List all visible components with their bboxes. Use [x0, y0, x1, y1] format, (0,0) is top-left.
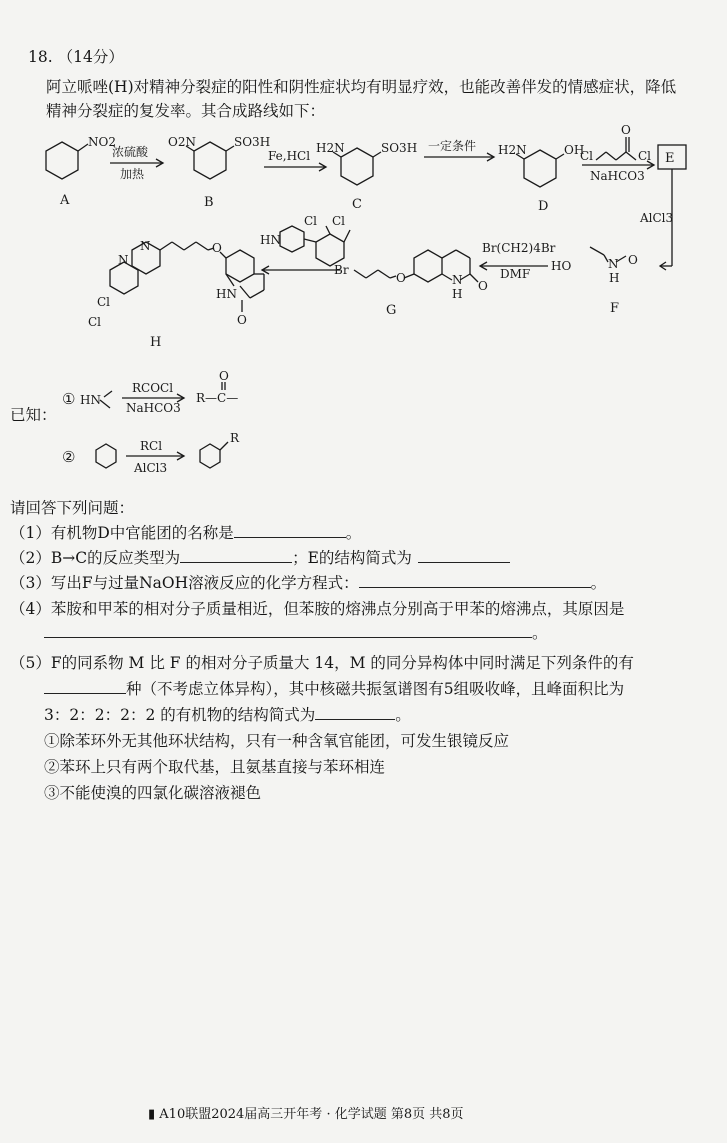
atom-cl-reagent-1: Cl: [304, 214, 318, 228]
known-1-reagent-bottom: NaHCO3: [126, 401, 181, 415]
piperazine-reagent: [280, 226, 350, 266]
atom-so3h-b: SO3H: [234, 135, 271, 149]
atom-n-g: N: [452, 273, 463, 287]
page-footer: [148, 1103, 464, 1122]
atom-hn-h: HN: [216, 287, 237, 301]
atom-so3h-c: SO3H: [381, 141, 418, 155]
chloropropionyl-chloride: [596, 137, 636, 160]
question-1: [10, 522, 361, 544]
atom-cl-reagent-2: Cl: [332, 214, 346, 228]
intro-line-1: 阿立哌唑(H)对精神分裂症的阳性和阴性症状均有明显疗效，也能改善伴发的情感症状，降低: [46, 78, 677, 96]
answer-blank-2b[interactable]: [418, 547, 510, 563]
questions-prompt: 请回答下列问题：: [10, 499, 135, 517]
known-2-substituent: R: [230, 431, 240, 445]
label-g: G: [386, 303, 397, 318]
question-2: [10, 547, 510, 569]
atom-n-h-2: N: [140, 239, 151, 253]
atom-cl-h-2: Cl: [88, 315, 102, 329]
atom-n-f: N: [608, 257, 619, 271]
atom-ho-f: HO: [551, 259, 572, 273]
arrow-c-to-d: [424, 153, 494, 161]
question-5-line-2: [44, 678, 624, 700]
known-1-number: ①: [62, 390, 76, 408]
benzene-product-known: [200, 444, 220, 468]
question-score: （14分）: [57, 48, 124, 66]
label-d: D: [538, 199, 549, 214]
atom-oh-d: OH: [564, 143, 585, 157]
atom-o-g: O: [396, 271, 406, 285]
reagent-fe-hcl: Fe,HCl: [268, 149, 311, 163]
compound-a-structure: [46, 142, 88, 179]
label-b: B: [204, 195, 214, 210]
known-1-oxygen: O: [219, 370, 229, 383]
question-header: [28, 46, 124, 68]
atom-o-g-carbonyl: O: [478, 279, 488, 293]
question-5-line-3: [44, 704, 411, 726]
question-4-line-2: [44, 622, 548, 644]
reagent-dmf: DMF: [500, 267, 531, 281]
arrow-b-to-c: [264, 163, 326, 171]
atom-cl-reagent: Cl: [580, 149, 594, 163]
condition-2: ②苯环上只有两个取代基，且氨基直接与苯环相连: [44, 758, 386, 776]
atom-h2n-c: H2N: [316, 141, 345, 155]
label-h: H: [150, 335, 162, 350]
answer-blank-4[interactable]: [44, 622, 532, 638]
atom-h-f: H: [609, 271, 620, 285]
question-1-text: （1）有机物D中官能团的名称是: [10, 524, 234, 542]
arrow-g-to-h: [262, 266, 340, 274]
answer-blank-3[interactable]: [359, 572, 591, 588]
atom-o-h-carbonyl: O: [237, 313, 247, 327]
condition-3: ③不能使溴的四氯化碳溶液褪色: [44, 784, 262, 802]
reagent-alcl3: AlCl3: [640, 211, 674, 225]
atom-o2n: O2N: [168, 135, 196, 149]
answer-blank-1[interactable]: [234, 522, 346, 538]
synthesis-scheme: [0, 120, 727, 360]
question-5-line-1: （5）F的同系物 M 比 F 的相对分子质量大 14，M 的同分异构体中同时满足下列条件的有: [10, 654, 634, 672]
question-1-end: 。: [345, 524, 362, 542]
answer-blank-5b[interactable]: [315, 704, 395, 720]
question-5-line-3-end: 。: [395, 706, 411, 724]
atom-h2n-d: H2N: [498, 143, 527, 157]
known-2-reagent-top: RCl: [140, 439, 163, 453]
label-c: C: [352, 197, 362, 212]
known-2-number: ②: [62, 448, 76, 466]
atom-cl-h-1: Cl: [97, 295, 111, 309]
known-1-reactant: HN: [80, 393, 101, 407]
reagent-nahco3: NaHCO3: [590, 169, 645, 183]
atom-cl-acyl: Cl: [638, 149, 652, 163]
condition-1: ①除苯环外无其他环状结构，只有一种含氧官能团，可发生银镜反应: [44, 732, 510, 750]
question-4-end: 。: [532, 624, 548, 642]
atom-o-f: O: [628, 253, 638, 267]
atom-o-reagent: O: [621, 123, 631, 137]
arrow-a-to-b: [110, 159, 163, 167]
atom-n-h-1: N: [118, 253, 129, 267]
footer-logo-mark: ▮: [148, 1107, 156, 1122]
answer-blank-2a[interactable]: [180, 547, 292, 563]
reagent-sulfuric-acid: 浓硫酸: [112, 145, 149, 159]
question-4: （4）苯胺和甲苯的相对分子质量相近，但苯胺的熔沸点分别高于甲苯的熔沸点，其原因是: [10, 600, 625, 618]
atom-h-g: H: [452, 287, 463, 301]
footer-text: A10联盟2024届高三开年考 · 化学试题 第8页 共8页: [159, 1107, 464, 1122]
reagent-heat: 加热: [120, 167, 145, 181]
arrow-known-2: [126, 452, 184, 460]
label-a: A: [60, 193, 70, 208]
question-2-mid: ；E的结构简式为: [292, 549, 412, 567]
intro-line-2: 精神分裂症的复发率。其合成路线如下：: [46, 102, 326, 120]
known-1-product: R—C—: [196, 391, 239, 405]
atom-o-h: O: [212, 241, 222, 255]
label-f: F: [610, 301, 620, 316]
question-2-text: （2）B→C的反应类型为: [10, 549, 181, 567]
atom-hn-reagent: HN: [260, 233, 281, 247]
question-3: [10, 572, 606, 594]
question-3-end: 。: [590, 574, 607, 592]
known-2-reagent-bottom: AlCl3: [134, 461, 168, 475]
known-label: 已知：: [10, 406, 57, 424]
benzene-known: [96, 444, 116, 468]
label-e: E: [665, 151, 675, 166]
known-reactions: [0, 370, 727, 480]
known-1-reagent-top: RCOCl: [132, 381, 174, 395]
question-5-line-2-text: 种（不考虑立体异构），其中核磁共振氢谱图有5组吸收峰，且峰面积比为: [126, 680, 625, 698]
reagent-dibromobutane: Br(CH2)4Br: [482, 241, 556, 255]
compound-h-structure: [110, 242, 264, 312]
answer-blank-5a[interactable]: [44, 678, 126, 694]
atom-br-g: Br: [334, 263, 349, 277]
question-5-line-3-text: 3：2：2：2：2 的有机物的结构简式为: [44, 706, 316, 724]
question-number: 18.: [28, 48, 53, 66]
atom-no2: NO2: [88, 135, 116, 149]
reagent-certain-conditions: 一定条件: [428, 139, 477, 153]
question-3-text: （3）写出F与过量NaOH溶液反应的化学方程式：: [10, 574, 359, 592]
